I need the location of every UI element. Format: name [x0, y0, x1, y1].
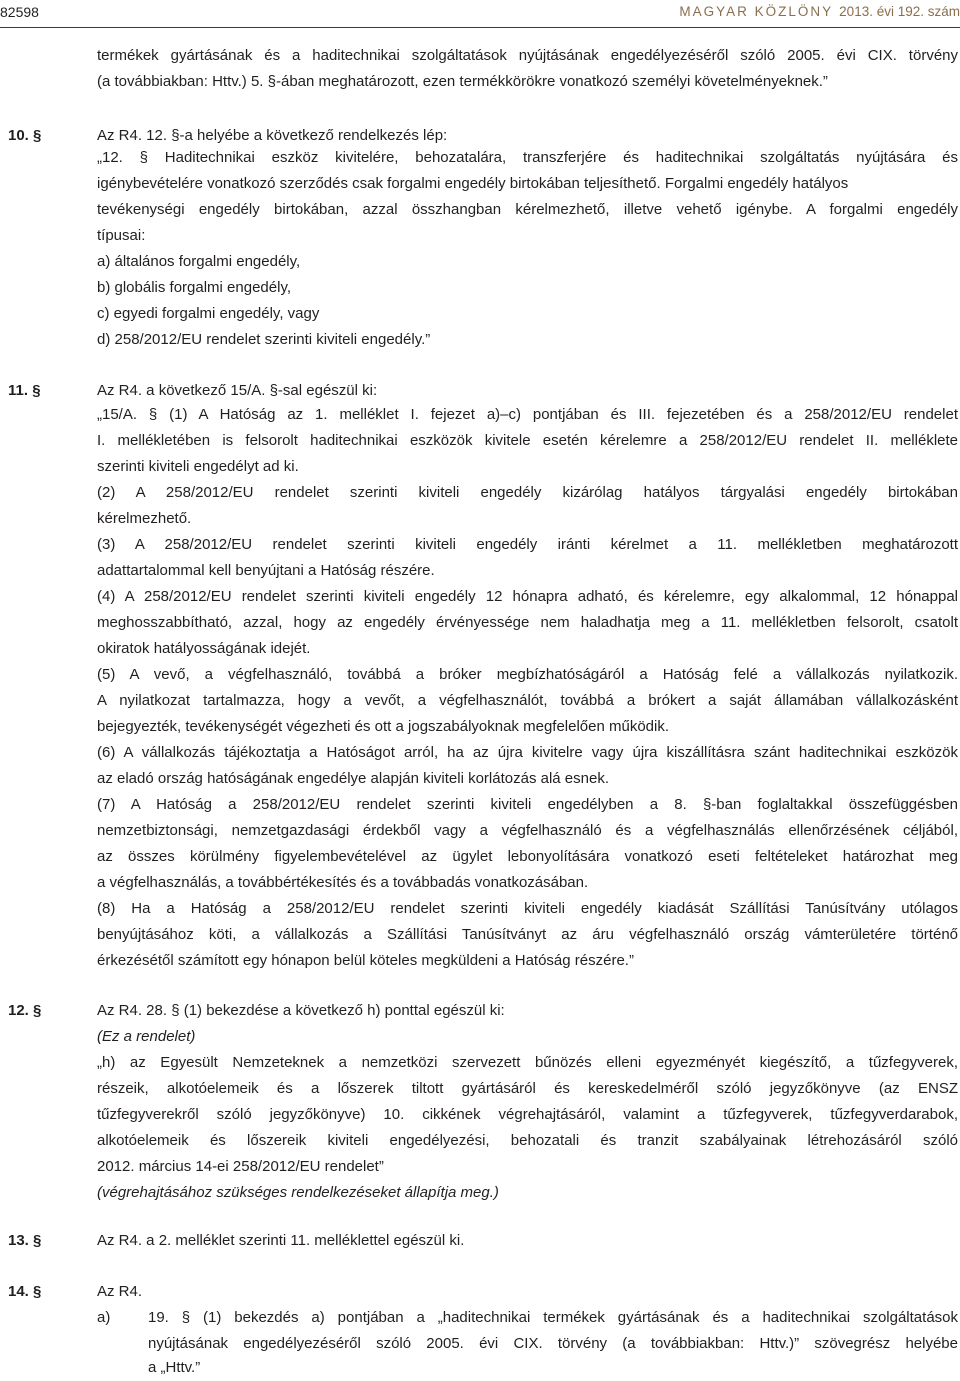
text-line: okiratok hatályosságának idejét. [97, 640, 311, 657]
text-line: meghosszabbítható, azzal, hogy az engedély érvényessége nem haladhatja meg a 11. mellékletben felsorolt, csatolt [97, 614, 958, 631]
text-line: Az R4. a következő 15/A. §-sal egészül ki: [97, 382, 378, 399]
text-line: „12. § Haditechnikai eszköz kivitelére, behozatalára, transzferjére és haditechnikai szolgáltatás nyújtására és [97, 149, 958, 166]
text-line: (7) A Hatóság a 258/2012/EU rendelet szerinti kiviteli engedélyben a 8. §-ban foglaltakkal összefüggésben [97, 796, 958, 813]
text-line: (Ez a rendelet) [97, 1028, 196, 1045]
list-item: d) 258/2012/EU rendelet szerinti kiviteli engedély.” [97, 331, 431, 348]
page-number: 82598 [0, 4, 39, 20]
section-number-10: 10. § [8, 127, 42, 144]
text-line: „h) az Egyesült Nemzeteknek a nemzetközi szervezett bűnözés elleni egyezményét kiegészítő, a tűzfegyverek, [97, 1054, 958, 1071]
text-line: kérelmezhető. [97, 510, 192, 527]
text-line: Az R4. [97, 1283, 143, 1300]
issue-label: 2013. évi 192. szám [839, 4, 960, 19]
text-line: (4) A 258/2012/EU rendelet szerinti kiviteli engedély 12 hónapra adható, és kérelemre, egy alkalommal, 12 hónappal [97, 588, 958, 605]
text-line: 2012. március 14-ei 258/2012/EU rendelet” [97, 1158, 384, 1175]
text-line: Az R4. a 2. melléklet szerinti 11. melléklettel egészül ki. [97, 1232, 465, 1249]
running-head [679, 3, 960, 21]
text-line: (8) Ha a Hatóság a 258/2012/EU rendelet szerinti kiviteli engedély kiadását Szállítási Tanúsítvány utólagos [97, 900, 958, 917]
text-line: az eladó ország hatóságának engedélye alapján kiviteli korlátozás alá esnek. [97, 770, 609, 787]
text-line: részeik, alkotóelemeik és a lőszerek tiltott gyártásáról és kereskedelméről szóló jegyzőkönyve (az ENSZ [97, 1080, 958, 1097]
list-item: c) egyedi forgalmi engedély, vagy [97, 305, 320, 322]
text-line: (végrehajtásához szükséges rendelkezéseket állapítja meg.) [97, 1184, 499, 1201]
text-line: Az R4. 28. § (1) bekezdése a következő h) ponttal egészül ki: [97, 1002, 505, 1019]
text-line: nyújtásának engedélyezéséről szóló 2005. évi CIX. törvény (a továbbiakban: Httv.)” szövegrész helyébe [148, 1335, 958, 1352]
text-line: (a továbbiakban: Httv.) 5. §-ában meghatározott, ezen termékkörökre vonatkozó személyi követelményeknek.” [97, 73, 828, 90]
list-item: a) általános forgalmi engedély, [97, 253, 301, 270]
section-number-12: 12. § [8, 1002, 42, 1019]
header-rule [0, 27, 960, 28]
list-item: b) globális forgalmi engedély, [97, 279, 291, 296]
text-line: szerinti kiviteli engedélyt ad ki. [97, 458, 299, 475]
text-line: 19. § (1) bekezdés a) pontjában a „haditechnikai termékek gyártásának és a haditechnikai szolgáltatások [148, 1309, 958, 1326]
text-line: A nyilatkozat tartalmazza, hogy a vevőt, a végfelhasználót, továbbá a brókert a saját államában vállalkozásként [97, 692, 958, 709]
text-line: benyújtásához köti, a vállalkozás a Szállítási Tanúsítványt az áru végfelhasználó ország vámterületére történő [97, 926, 958, 943]
text-line: bejegyezték, tevékenységét végezheti és ott a jogszabályoknak megfelelően működik. [97, 718, 670, 735]
text-line: (2) A 258/2012/EU rendelet szerinti kiviteli engedély kizárólag hatályos tárgyalási engedély birtokában [97, 484, 958, 501]
text-line: I. mellékletében is felsorolt haditechnikai eszközök kivitele esetén kérelemre a 258/2012/EU rendelet II. melléklete [97, 432, 958, 449]
text-line: Az R4. 12. §-a helyébe a következő rendelkezés lép: [97, 127, 448, 144]
text-line: nemzetbiztonsági, nemzetgazdasági érdekből vagy a végfelhasználó és a végfelhasználás ellenőrzésének céljából, [97, 822, 958, 839]
section-number-14: 14. § [8, 1283, 42, 1300]
point-label: a) [97, 1309, 111, 1326]
text-line: tevékenységi engedély birtokában, azzal összhangban kérelmezhető, illetve vehető igénybe. A forgalmi engedély [97, 201, 958, 218]
section-number-13: 13. § [8, 1232, 42, 1249]
journal-title: MAGYAR KÖZLÖNY [679, 4, 834, 19]
text-line: az összes körülmény figyelembevételével az ügylet lebonyolítására vonatkozó eseti feltételeket határozhat meg [97, 848, 958, 865]
text-line: adattartalommal kell benyújtani a Hatóság részére. [97, 562, 435, 579]
text-line: (6) A vállalkozás tájékoztatja a Hatóságot arról, ha az újra kivitelre vagy újra kiszállításra szánt haditechnikai eszközök [97, 744, 958, 761]
text-line: „15/A. § (1) A Hatóság az 1. melléklet I. fejezet a)–c) pontjában és III. fejezetében és a 258/2012/EU rendelet [97, 406, 958, 423]
text-line: alkotóelemeik és lőszereik kiviteli engedélyezési, behozatali és tranzit szabályainak létrehozásáról szóló [97, 1132, 958, 1149]
section-number-11: 11. § [8, 382, 41, 399]
text-line: termékek gyártásának és a haditechnikai szolgáltatások nyújtásának engedélyezéséről szóló 2005. évi CIX. törvény [97, 47, 958, 64]
text-line: igénybevételére vonatkozó szerződés csak forgalmi engedély birtokában teljesíthető. Forgalmi engedély hatályos [97, 175, 849, 192]
text-line: a „Httv.” [148, 1359, 201, 1376]
text-line: típusai: [97, 227, 146, 244]
text-line: (5) A vevő, a végfelhasználó, továbbá a bróker megbízhatóságáról a Hatóság felé a vállalkozás nyilatkozik. [97, 666, 958, 683]
text-line: a végfelhasználás, a továbbértékesítés és a továbbadás vonatkozásában. [97, 874, 589, 891]
text-line: (3) A 258/2012/EU rendelet szerinti kiviteli engedély iránti kérelmet a 11. mellékletben meghatározott [97, 536, 958, 553]
text-line: tűzfegyverekről szóló jegyzőkönyve) 10. cikkének végrehajtásáról, valamint a tűzfegyverek, tűzfegyverdarabok, [97, 1106, 958, 1123]
text-line: érkezésétől számított egy hónapon belül köteles megküldeni a Hatóság részére.” [97, 952, 634, 969]
